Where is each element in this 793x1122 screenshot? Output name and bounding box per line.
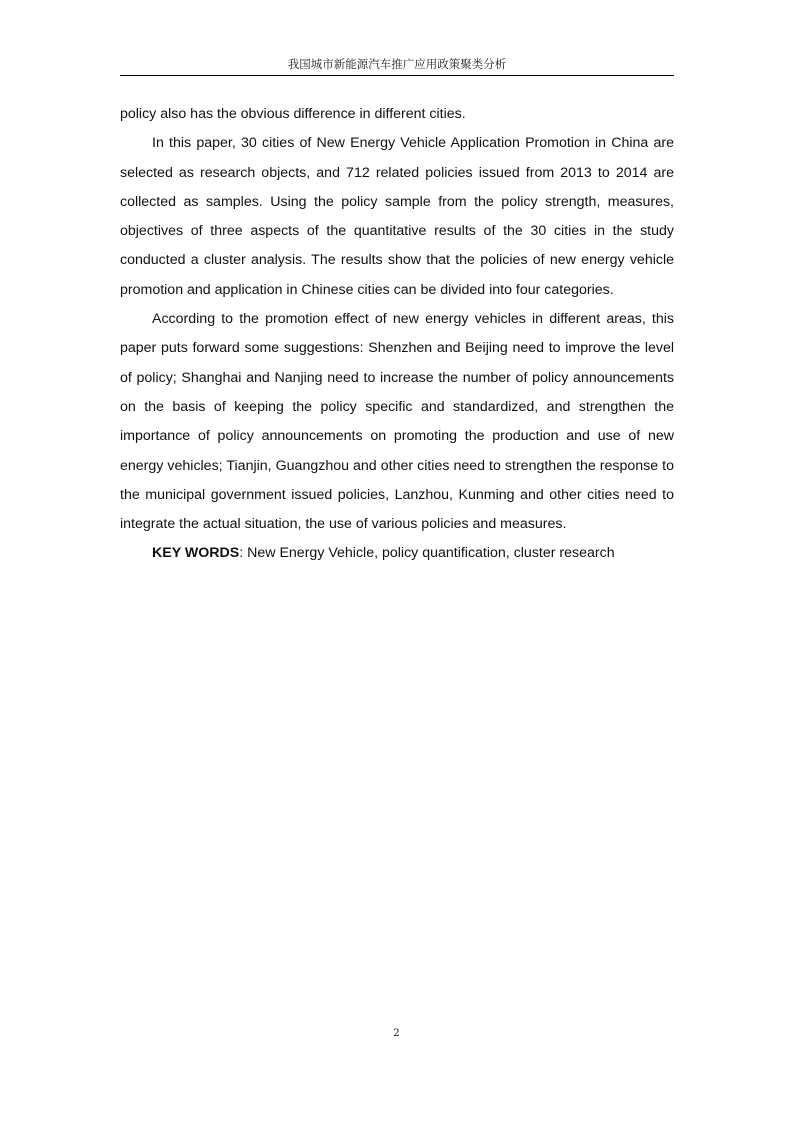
paragraph-suggestions: According to the promotion effect of new energy vehicles in different areas, this paper puts forward some suggestions: Shenzhen and Beijing need to improve the level of policy; Shanghai and Nanjing need to increase the number of policy announcements on the basis of keeping the policy specific and standardized, and strengthen the importance of policy announcements on promoting the production and use of new energy vehicles; Tianjin, Guangzhou and other cities need to strengthen the response to the municipal government issued policies, Lanzhou, Kunming and other cities need to integrate the actual situation, the use of various policies and measures.	[120, 311, 674, 533]
page-number: 2	[393, 1027, 400, 1039]
header-title: 我国城市新能源汽车推广应用政策聚类分析	[287, 57, 507, 71]
keywords-line	[120, 539, 674, 568]
paragraph-research-objects: In this paper, 30 cities of New Energy Vehicle Application Promotion in China are selected as research objects, and 712 related policies issued from 2013 to 2014 are collected as samples. Using the policy sample from the policy strength, measures, objectives of three aspects of the quantitative results of the 30 cities in the study conducted a cluster analysis. The results show that the policies of new energy vehicle promotion and application in Chinese cities can be divided into four categories.	[120, 135, 674, 298]
paragraph-continuation: policy also has the obvious difference in different cities.	[120, 106, 466, 122]
page-header	[120, 57, 674, 76]
keywords-label: KEY WORDS	[152, 545, 240, 562]
keywords-text: : New Energy Vehicle, policy quantification, cluster research	[239, 545, 615, 562]
document-body	[120, 100, 674, 569]
